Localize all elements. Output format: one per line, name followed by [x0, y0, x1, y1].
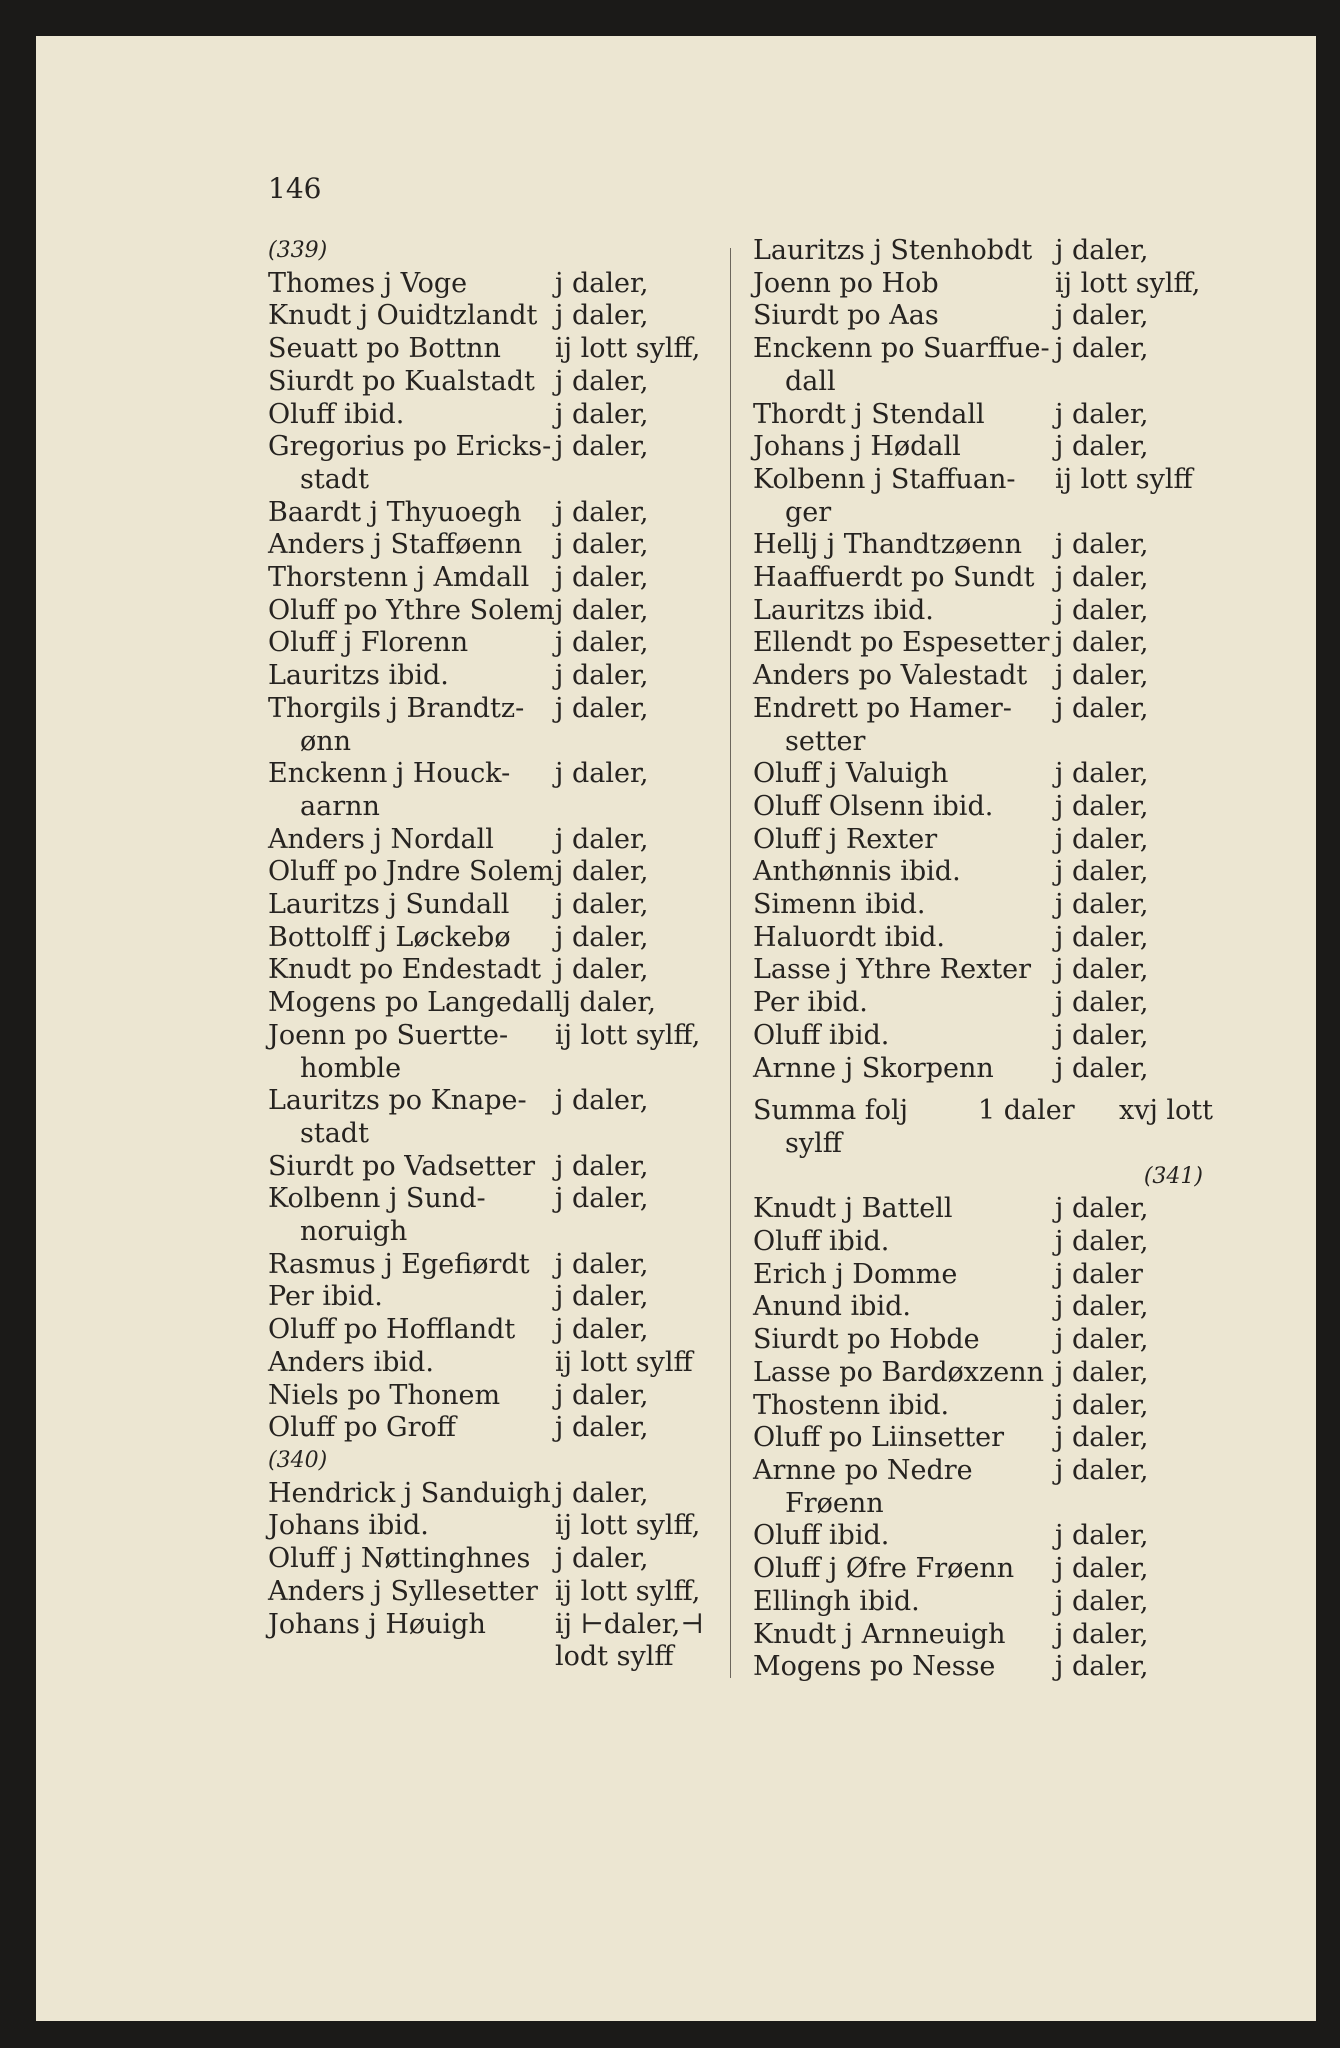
entry-amount: j daler, [1055, 790, 1149, 822]
entry-amount: j daler, [555, 365, 649, 397]
entry-amount: j daler, [1055, 823, 1149, 855]
entry-amount: j daler, [1055, 1052, 1149, 1084]
ledger-entry [268, 1609, 723, 1674]
ledger-entry [268, 399, 723, 432]
entry-name: Oluff j Rexter [753, 823, 938, 855]
entry-name: Thordt j Stendall [753, 398, 985, 430]
ledger-entry [268, 1151, 723, 1184]
entry-amount: j daler, [1055, 1324, 1149, 1356]
entry-amount: j daler, [1055, 1291, 1149, 1323]
ledger-entry [753, 1422, 1213, 1455]
ledger-entry [753, 1390, 1213, 1423]
entry-amount-continuation [555, 1118, 723, 1151]
entry-amount-continuation [1055, 726, 1213, 759]
entry-amount: j daler, [1055, 856, 1149, 888]
entry-name: Haluordt ibid. [753, 921, 945, 953]
ledger-entry [268, 1020, 723, 1085]
entry-name: Anders j Stafføenn [268, 529, 523, 561]
entry-name: Anund ibid. [753, 1291, 911, 1323]
entry-name: Oluff j Øfre Frøenn [753, 1553, 1015, 1585]
ledger-entry [753, 464, 1213, 529]
entry-amount: j daler, [1055, 1585, 1149, 1617]
entry-amount: j daler, [555, 398, 649, 430]
entry-amount: j daler [1055, 1258, 1143, 1290]
page-number: 146 [268, 172, 322, 205]
entry-amount: j daler, [555, 1379, 649, 1411]
entry-amount-continuation: lodt sylff [555, 1641, 674, 1673]
entry-amount: j daler, [1055, 1520, 1149, 1552]
entry-name: Lauritzs j Stenhobdt [753, 235, 1033, 266]
entry-name: Oluff po Liinsetter [753, 1422, 1005, 1454]
entry-amount-continuation [555, 1216, 723, 1249]
ledger-entry [268, 1183, 723, 1248]
entry-name: Oluff ibid. [753, 1019, 890, 1051]
entry-amount: j daler, [1055, 1422, 1149, 1454]
entry-amount: j daler, [555, 889, 649, 921]
page-marker-341: (341) [1143, 1163, 1203, 1189]
entry-amount: j daler, [1055, 987, 1149, 1019]
ledger-entry [268, 987, 723, 1020]
entry-name: Thomes j Voge [268, 267, 468, 299]
entry-name: Lauritzs ibid. [753, 594, 934, 626]
ledger-entry [753, 268, 1213, 301]
entry-amount-continuation [555, 791, 723, 824]
right-entries-b [753, 1193, 1213, 1684]
ledger-entry [268, 824, 723, 857]
ledger-entry [753, 529, 1213, 562]
ledger-entry [753, 399, 1213, 432]
entry-name: Oluff ibid. [268, 398, 405, 430]
ledger-entry [753, 1455, 1213, 1520]
entry-name-continuation: noruigh [300, 1216, 408, 1248]
entry-amount: ij lott sylff [555, 1346, 693, 1378]
summa-daler: 1 daler [978, 1095, 1075, 1127]
entry-amount-continuation [555, 464, 723, 497]
entry-name: Erich j Domme [753, 1258, 958, 1290]
entry-amount: j daler, [555, 1477, 649, 1509]
entry-name-continuation: ger [785, 496, 832, 528]
entry-amount: j daler, [555, 823, 649, 855]
entry-name: Simenn ibid. [753, 889, 926, 921]
ledger-entry [268, 889, 723, 922]
ledger-entry [753, 1291, 1213, 1324]
entry-name: Ellingh ibid. [753, 1585, 920, 1617]
entry-name: Oluff po Ythre Solem [268, 594, 555, 626]
entry-amount: j daler, [555, 758, 649, 790]
entry-amount: j daler, [1055, 235, 1149, 266]
entry-amount: j daler, [555, 267, 649, 299]
left-entries-a [268, 268, 723, 1445]
ledger-entry [268, 366, 723, 399]
entry-name: Oluff po Hofflandt [268, 1314, 516, 1346]
entry-name: Kolbenn j Sund- [268, 1183, 486, 1215]
entry-amount: j daler, [1055, 954, 1149, 986]
ledger-entry [268, 300, 723, 333]
entry-amount: j daler, [1055, 431, 1149, 463]
entry-amount: j daler, [1055, 1193, 1149, 1225]
ledger-entry [268, 1510, 723, 1543]
ledger-entry [268, 693, 723, 758]
entry-name: Enckenn j Houck- [268, 758, 511, 790]
entry-amount: j daler, [555, 692, 649, 724]
entry-amount: ij lott sylff, [1055, 267, 1201, 299]
entry-amount: ij lott sylff, [555, 1019, 701, 1051]
ledger-entry [268, 1347, 723, 1380]
entry-name: Anthønnis ibid. [753, 856, 961, 888]
entry-name: Niels po Thonem [268, 1379, 501, 1411]
entry-name: Anders j Nordall [268, 823, 494, 855]
ledger-entry [268, 529, 723, 562]
entry-name: Lauritzs ibid. [268, 660, 449, 692]
entry-amount: j daler, [555, 594, 649, 626]
entry-amount: j daler, [1055, 1618, 1149, 1650]
entry-amount: j daler, [1055, 627, 1149, 659]
entry-name-continuation: stadt [300, 1117, 369, 1149]
ledger-entry [268, 1281, 723, 1314]
ledger-entry [268, 758, 723, 823]
ledger-entry [753, 627, 1213, 660]
ledger-entry [753, 889, 1213, 922]
entry-name: Joenn po Suertte- [268, 1019, 509, 1051]
entry-amount: j daler, [555, 1543, 649, 1575]
entry-name: Arnne po Nedre [753, 1455, 973, 1486]
ledger-entry [753, 1619, 1213, 1652]
entry-name: Enckenn po Suarffue- [753, 333, 1050, 365]
ledger-entry [753, 791, 1213, 824]
entry-name-continuation: ønn [300, 725, 352, 757]
entry-amount: j daler, [1055, 1389, 1149, 1421]
entry-amount: j daler, [1055, 1553, 1149, 1585]
entry-amount: j daler, [1055, 1455, 1149, 1486]
entry-amount: j daler, [555, 529, 649, 561]
entry-name: Gregorius po Ericks- [268, 431, 552, 463]
entry-amount: j daler, [1055, 398, 1149, 430]
ledger-entry [268, 431, 723, 496]
entry-amount: j daler, [555, 431, 649, 463]
entry-name: Joenn po Hob [753, 267, 939, 299]
entry-name: Endrett po Hamer- [753, 692, 1012, 724]
entry-amount: j daler, [1055, 1651, 1149, 1683]
entry-name: Hellj j Thandtzøenn [753, 529, 1022, 561]
entry-name: Knudt j Battell [753, 1193, 953, 1225]
ledger-entry [268, 954, 723, 987]
entry-amount-continuation [555, 1053, 723, 1086]
ledger-entry [268, 1085, 723, 1150]
entry-amount-continuation [1055, 366, 1213, 399]
ledger-entry [753, 1193, 1213, 1226]
entry-amount: j daler, [555, 1183, 649, 1215]
entry-name: Thostenn ibid. [753, 1389, 950, 1421]
entry-amount: j daler, [1055, 300, 1149, 332]
ledger-entry [753, 1357, 1213, 1390]
entry-name-continuation [268, 1641, 527, 1674]
entry-amount: j daler, [555, 954, 649, 986]
entry-name: Anders j Syllesetter [268, 1575, 538, 1607]
summa-label: Summa folj [753, 1095, 909, 1127]
entry-name: Per ibid. [268, 1281, 383, 1313]
entry-name: Oluff po Jndre Solem [268, 856, 554, 888]
entry-name-continuation: dall [785, 365, 836, 397]
ledger-entry [753, 660, 1213, 693]
ledger-entry [753, 693, 1213, 758]
entry-amount: ij lott sylff, [555, 1575, 701, 1607]
entry-amount: j daler, [555, 1412, 649, 1444]
ledger-entry [268, 497, 723, 530]
entry-name-continuation: stadt [300, 463, 369, 495]
ledger-entry [753, 562, 1213, 595]
entry-name: Thorgils j Brandtz- [268, 692, 525, 724]
entry-amount: j daler, [555, 660, 649, 692]
entry-name: Seuatt po Bottnn [268, 333, 501, 365]
entry-amount: j daler, [555, 921, 649, 953]
entry-amount: j daler, [1055, 660, 1149, 692]
right-entries-a [753, 235, 1213, 1085]
entry-name: Lasse po Bardøxzenn [753, 1356, 1045, 1388]
entry-name: Johans j Hødall [753, 431, 961, 463]
ledger-entry [268, 1380, 723, 1413]
entry-name: Johans j Høuigh [268, 1608, 486, 1640]
entry-amount: j daler, [555, 300, 649, 332]
entry-name: Knudt po Endestadt [268, 954, 542, 986]
entry-name: Mogens po Nesse [753, 1651, 996, 1683]
ledger-entry [753, 1553, 1213, 1586]
ledger-entry [753, 333, 1213, 398]
ledger-entry [753, 1324, 1213, 1357]
ledger-entry [753, 824, 1213, 857]
entry-amount: j daler, [1055, 692, 1149, 724]
summa-line [753, 1095, 1213, 1160]
entry-name: Oluff Olsenn ibid. [753, 790, 994, 822]
entry-name: Siurdt po Hobde [753, 1324, 980, 1356]
entry-amount: j daler, [555, 1281, 649, 1313]
entry-amount: j daler, [1055, 1019, 1149, 1051]
entry-amount: j daler, [562, 987, 656, 1019]
ledger-entry [268, 1412, 723, 1445]
entry-amount: j daler, [555, 1150, 649, 1182]
ledger-entry [753, 1651, 1213, 1684]
ledger-entry [268, 595, 723, 628]
entry-amount: j daler, [1055, 594, 1149, 626]
ledger-entry [753, 1226, 1213, 1259]
entry-name: Siurdt po Vadsetter [268, 1150, 536, 1182]
entry-amount: j daler, [555, 1248, 649, 1280]
ledger-entry [753, 1586, 1213, 1619]
ledger-entry [753, 758, 1213, 791]
entry-name: Johans ibid. [268, 1510, 429, 1542]
entry-amount-continuation [1055, 497, 1213, 530]
entry-amount: j daler, [1055, 562, 1149, 594]
ledger-entry [268, 268, 723, 301]
entry-name: Baardt j Thyuoegh [268, 496, 522, 528]
left-entries-b [268, 1478, 723, 1674]
entry-amount: j daler, [1055, 921, 1149, 953]
column-divider [730, 248, 731, 1678]
right-column [753, 235, 1213, 1684]
ledger-entry [268, 856, 723, 889]
ledger-entry [268, 922, 723, 955]
entry-name: Oluff j Florenn [268, 627, 469, 659]
ledger-entry [268, 1314, 723, 1347]
ledger-entry [268, 333, 723, 366]
entry-name: Arnne j Skorpenn [753, 1052, 994, 1084]
ledger-entry [268, 562, 723, 595]
entry-name: Per ibid. [753, 987, 868, 1019]
entry-name: Lauritzs j Sundall [268, 889, 510, 921]
entry-name: Knudt j Arnneuigh [753, 1618, 1006, 1650]
entry-amount: j daler, [1055, 758, 1149, 790]
entry-amount: ij ⊢daler,⊣ [555, 1608, 704, 1640]
entry-amount: j daler, [555, 627, 649, 659]
summa-lott: xvj lott [1118, 1095, 1213, 1127]
entry-amount-continuation [555, 726, 723, 759]
ledger-entry [268, 1249, 723, 1282]
ledger-entry [268, 1543, 723, 1576]
summa-continuation: sylff [785, 1127, 842, 1159]
ledger-entry [753, 235, 1213, 268]
entry-name: Oluff po Groff [268, 1412, 456, 1444]
ledger-entry [753, 856, 1213, 889]
entry-name: Kolbenn j Staffuan- [753, 463, 1016, 495]
entry-name: Siurdt po Kualstadt [268, 365, 535, 397]
page-marker-339: (339) [268, 238, 328, 263]
entry-amount: j daler, [1055, 1226, 1149, 1258]
entry-name: Hendrick j Sanduigh [268, 1477, 551, 1509]
entry-name: Bottolff j Løckebø [268, 921, 511, 953]
entry-name: Oluff ibid. [753, 1520, 890, 1552]
entry-name-continuation: Frøenn [785, 1487, 884, 1519]
entry-name: Oluff ibid. [753, 1226, 890, 1258]
ledger-entry [753, 1020, 1213, 1053]
entry-amount: j daler, [1055, 529, 1149, 561]
entry-amount: ij lott sylff, [555, 1510, 701, 1542]
entry-name: Thorstenn j Amdall [268, 562, 530, 594]
entry-name: Haaffuerdt po Sundt [753, 562, 1035, 594]
ledger-entry [753, 922, 1213, 955]
entry-amount: j daler, [1055, 333, 1149, 365]
entry-name: Siurdt po Aas [753, 300, 939, 332]
entry-name: Oluff j Nøttinghnes [268, 1543, 531, 1575]
left-column [268, 235, 723, 1674]
ledger-entry [753, 1520, 1213, 1553]
ledger-entry [753, 987, 1213, 1020]
ledger-entry [268, 1576, 723, 1609]
entry-amount: j daler, [1055, 1356, 1149, 1388]
entry-name: Anders ibid. [268, 1346, 434, 1378]
ledger-entry [753, 300, 1213, 333]
page-marker-340: (340) [268, 1448, 328, 1473]
entry-name-continuation: aarnn [300, 790, 380, 822]
ledger-entry [753, 1053, 1213, 1086]
entry-amount: j daler, [555, 1314, 649, 1346]
ledger-entry [268, 627, 723, 660]
entry-name: Mogens po Langedall [268, 987, 563, 1019]
entry-name: Lauritzs po Knape- [268, 1085, 527, 1117]
entry-name: Anders po Valestadt [753, 660, 1028, 692]
ledger-entry [753, 1259, 1213, 1292]
entry-name-continuation: setter [785, 725, 866, 757]
entry-name: Knudt j Ouidtzlandt [268, 300, 538, 332]
entry-name: Rasmus j Egefiørdt [268, 1248, 530, 1280]
ledger-entry [753, 954, 1213, 987]
entry-name-continuation: homble [300, 1052, 402, 1084]
entry-name: Oluff j Valuigh [753, 758, 949, 790]
entry-amount: j daler, [1055, 889, 1149, 921]
entry-amount: j daler, [555, 496, 649, 528]
ledger-entry [268, 1478, 723, 1511]
entry-amount: ij lott sylff [1055, 463, 1193, 495]
entry-amount: ij lott sylff, [555, 333, 701, 365]
ledger-entry [753, 431, 1213, 464]
ledger-entry [268, 660, 723, 693]
entry-amount: j daler, [555, 562, 649, 594]
entry-amount: j daler, [555, 1085, 649, 1117]
entry-amount-continuation [1055, 1488, 1213, 1521]
entry-amount: j daler, [555, 856, 649, 888]
entry-name: Lasse j Ythre Rexter [753, 954, 1032, 986]
ledger-entry [753, 595, 1213, 628]
entry-name: Ellendt po Espesetter [753, 627, 1050, 659]
